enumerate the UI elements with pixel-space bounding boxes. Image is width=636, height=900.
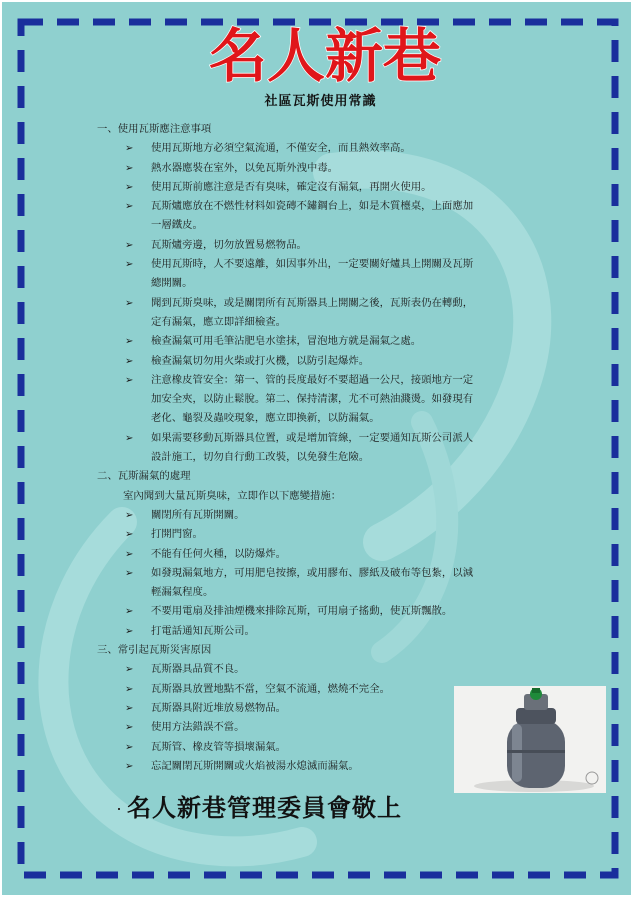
list-item-text: 不能有任何火種，以防爆炸。 — [151, 547, 287, 560]
list-item-text: 打開門窗。 — [151, 528, 203, 541]
bullet-arrow-icon: ➢ — [125, 548, 134, 560]
decorative-dot — [118, 808, 120, 810]
list-item-continuation — [97, 409, 557, 428]
list-item — [97, 429, 557, 448]
list-item-text: 瓦斯器具品質不良。 — [151, 663, 245, 676]
bullet-arrow-icon: ➢ — [125, 509, 134, 521]
list-item-text: 總開關。 — [151, 277, 193, 290]
list-item-text: 使用瓦斯時，人不要遠離，如因事外出，一定要關好爐具上開關及瓦斯 — [151, 258, 474, 271]
list-item-text: 使用瓦斯前應注意是否有臭味，確定沒有漏氣，再開火使用。 — [151, 180, 432, 193]
list-item-text: 聞到瓦斯臭味，或是關閉所有瓦斯器具上開關之後，瓦斯表仍在轉動， — [151, 296, 474, 309]
section-heading: 二、瓦斯漏氣的處理 — [97, 470, 191, 483]
bullet-arrow-icon: ➢ — [125, 201, 134, 213]
list-item-text: 輕漏氣程度。 — [151, 586, 214, 599]
gas-cylinder-icon — [454, 686, 606, 793]
list-item — [97, 294, 557, 313]
list-item-text: 如果需要移動瓦斯器具位置，或是增加管線，一定要通知瓦斯公司派人 — [151, 431, 474, 444]
list-item-continuation — [97, 313, 557, 332]
bullet-arrow-icon: ➢ — [125, 297, 134, 309]
list-item-text: 老化、龜裂及蟲咬現象，應立即換新，以防漏氣。 — [151, 412, 380, 425]
notice-content — [97, 120, 557, 776]
bullet-arrow-icon: ➢ — [125, 741, 134, 753]
signature: 名人新巷管理委員會敬上 — [127, 793, 402, 822]
list-item-text: 檢查漏氣切勿用火柴或打火機，以防引起爆炸。 — [151, 354, 370, 367]
section-list — [97, 506, 557, 641]
list-item-continuation — [97, 448, 557, 467]
bullet-arrow-icon: ➢ — [125, 567, 134, 579]
gas-cylinder-photo — [454, 686, 606, 793]
section-list — [97, 139, 557, 467]
bullet-arrow-icon: ➢ — [125, 374, 134, 386]
list-item-text: 定有漏氣，應立即詳細檢查。 — [151, 315, 287, 328]
list-item-text: 關閉所有瓦斯開關。 — [151, 508, 245, 521]
list-item-text: 注意橡皮管安全：第一、管的長度最好不要超過一公尺，接頭地方一定 — [151, 373, 474, 386]
list-item-continuation — [97, 390, 557, 409]
bullet-arrow-icon: ➢ — [125, 336, 134, 348]
list-item — [97, 371, 557, 390]
bullet-arrow-icon: ➢ — [125, 432, 134, 444]
list-item-text: 打電話通知瓦斯公司。 — [151, 624, 255, 637]
list-item-text: 使用方法錯誤不當。 — [151, 721, 245, 734]
notice-subtitle: 社區瓦斯使用常識 — [264, 94, 377, 109]
list-item — [97, 332, 557, 351]
bullet-arrow-icon: ➢ — [125, 355, 134, 367]
bullet-arrow-icon: ➢ — [125, 760, 134, 772]
list-item — [97, 545, 557, 564]
list-item-text: 瓦斯器具附近堆放易燃物品。 — [151, 701, 287, 714]
bullet-arrow-icon: ➢ — [125, 259, 134, 271]
section-heading: 三、常引起瓦斯災害原因 — [97, 644, 212, 657]
notice-page — [2, 2, 631, 895]
bullet-arrow-icon: ➢ — [125, 606, 134, 618]
bullet-arrow-icon: ➢ — [125, 181, 134, 193]
bullet-arrow-icon: ➢ — [125, 162, 134, 174]
bullet-arrow-icon: ➢ — [125, 683, 134, 695]
bullet-arrow-icon: ➢ — [125, 143, 134, 155]
list-item-text: 使用瓦斯地方必須空氣流通，不僅安全，而且熱效率高。 — [151, 142, 411, 155]
list-item-text: 加安全夾，以防止鬆脫。第二、保持清潔，尤不可熱油濺燙。如發現有 — [151, 393, 474, 406]
logo-title — [208, 4, 442, 90]
list-item — [97, 602, 557, 621]
list-item-text: 檢查漏氣可用毛筆沾肥皂水塗抹，冒泡地方就是漏氣之處。 — [151, 335, 422, 348]
bullet-arrow-icon: ➢ — [125, 625, 134, 637]
bullet-arrow-icon: ➢ — [125, 722, 134, 734]
list-item — [97, 159, 557, 178]
bullet-arrow-icon: ➢ — [125, 239, 134, 251]
list-item-text: 忘記關閉瓦斯開關或火焰被湯水熄滅而漏氣。 — [151, 759, 359, 772]
logo-text: 名人新巷 — [208, 22, 442, 90]
bullet-arrow-icon: ➢ — [125, 702, 134, 714]
list-item-text: 不要用電扇及排油煙機來排除瓦斯，可用扇子搖動，使瓦斯飄散。 — [151, 605, 453, 618]
list-item-continuation — [97, 216, 557, 235]
list-item — [97, 197, 557, 216]
list-item — [97, 139, 557, 158]
list-item — [97, 564, 557, 583]
section-intro: 室內聞到大量瓦斯臭味，立即作以下應變措施： — [123, 489, 342, 502]
list-item-text: 如發現漏氣地方，可用肥皂按擦，或用膠布、膠紙及破布等包紮，以減 — [151, 566, 474, 579]
list-item-text: 瓦斯器具放置地點不當，空氣不流通，燃燒不完全。 — [151, 682, 390, 695]
list-item — [97, 178, 557, 197]
list-item — [97, 236, 557, 255]
list-item-continuation — [97, 274, 557, 293]
list-item — [97, 506, 557, 525]
list-item-text: 瓦斯爐應放在不燃性材料如瓷磚不鏽鋼台上，如是木質檯桌，上面應加 — [151, 200, 474, 213]
section-heading: 一、使用瓦斯應注意事項 — [97, 123, 212, 135]
list-item-text: 瓦斯管、橡皮管等損壞漏氣。 — [151, 740, 287, 753]
list-item-text: 瓦斯爐旁邊，切勿放置易燃物品。 — [151, 238, 307, 251]
list-item-text: 熱水器應裝在室外，以免瓦斯外洩中毒。 — [151, 161, 339, 174]
list-item-continuation — [97, 583, 557, 602]
list-item — [97, 660, 557, 679]
list-item — [97, 255, 557, 274]
list-item — [97, 352, 557, 371]
list-item-text: 設計施工，切勿自行動工改裝，以免發生危險。 — [151, 451, 370, 464]
list-item-text: 一層鐵皮。 — [151, 219, 203, 232]
bullet-arrow-icon: ➢ — [125, 664, 134, 676]
list-item — [97, 525, 557, 544]
list-item — [97, 622, 557, 641]
bullet-arrow-icon: ➢ — [125, 529, 134, 541]
